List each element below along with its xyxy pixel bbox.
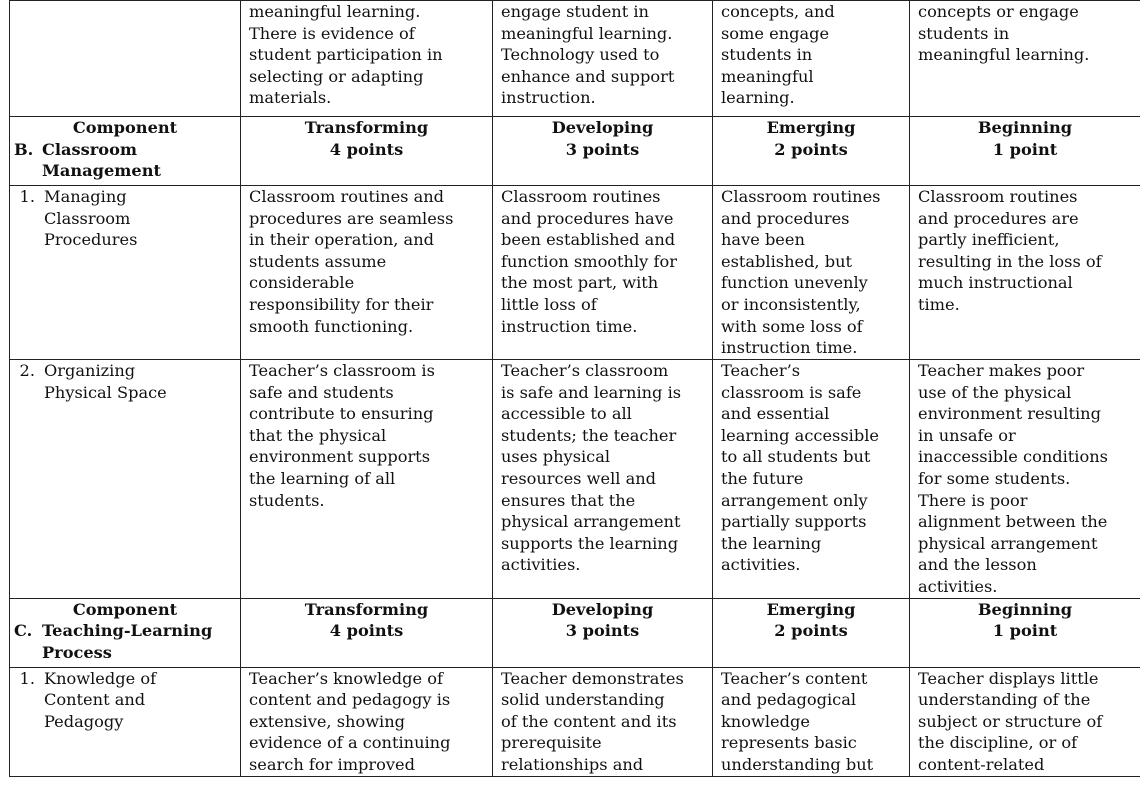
cell-text-line: environment supports	[249, 447, 430, 467]
rubric-table	[9, 0, 1140, 777]
cell-text-line: little loss of	[501, 294, 597, 314]
cell-text-line: There is evidence of	[249, 23, 415, 43]
cell-text-line: function unevenly	[721, 273, 868, 293]
criterion-row	[10, 360, 1141, 599]
cell-text-line: resources well and	[501, 468, 657, 488]
criterion-transforming-cell	[241, 186, 493, 360]
cell-text-line: meaningful	[721, 66, 814, 86]
section-header-component-cell	[10, 117, 241, 186]
cell-text-line: students.	[249, 490, 325, 510]
rubric-page	[9, 0, 1140, 778]
criterion-developing-cell	[493, 667, 713, 776]
section-header-row	[10, 117, 1141, 186]
criterion-name-line: Procedures	[44, 230, 138, 250]
cell-text-line: and procedures have	[501, 208, 674, 228]
level-header-transforming	[241, 117, 493, 186]
continued-row	[10, 1, 1141, 117]
cell-text-line: use of the physical	[918, 382, 1072, 402]
cell-text-line: of the content and its	[501, 711, 677, 731]
cell-text-line: instruction time.	[501, 316, 638, 336]
cell-text-line: students in	[918, 23, 1010, 43]
cell-text-line: Teacher’s knowledge of	[249, 668, 443, 688]
cell-text-line: Classroom routines	[721, 187, 881, 206]
continued-transforming-cell	[241, 1, 493, 117]
cell-text-line: the learning of all	[249, 468, 396, 488]
criterion-name-line: Classroom	[44, 208, 131, 228]
cell-text-line: understanding of the	[918, 690, 1091, 710]
section-title	[14, 139, 236, 182]
cell-text-line: with some loss of	[721, 316, 863, 336]
cell-text-line: meaningful learning.	[501, 23, 673, 43]
component-heading: Component	[72, 599, 178, 619]
cell-text-line: for some students.	[918, 468, 1071, 488]
level-points: 3 points	[565, 621, 640, 641]
section-letter: B.	[14, 139, 34, 159]
cell-text-line: prerequisite	[501, 733, 602, 753]
cell-text-line: classroom is safe	[721, 382, 862, 402]
cell-text-line: contribute to ensuring	[249, 404, 434, 424]
cell-text-line: There is poor	[918, 490, 1028, 510]
level-name: Emerging	[766, 599, 856, 619]
cell-text-line: been established and	[501, 230, 676, 250]
cell-text-line: alignment between the	[918, 512, 1108, 532]
level-name: Emerging	[766, 118, 856, 137]
criterion-emerging-cell	[713, 186, 910, 360]
cell-text-line: and essential	[721, 404, 830, 424]
level-header-beginning	[910, 117, 1141, 186]
continued-developing-cell	[493, 1, 713, 117]
cell-text-line: physical arrangement	[918, 533, 1098, 553]
cell-text-line: physical arrangement	[501, 512, 681, 532]
cell-text-line: and procedures are	[918, 208, 1079, 228]
cell-text-line: time.	[918, 294, 960, 314]
cell-text-line: students assume	[249, 251, 387, 271]
cell-text-line: Teacher’s content	[721, 668, 868, 688]
cell-text-line: that the physical	[249, 425, 387, 445]
criterion-developing-cell	[493, 186, 713, 360]
level-name: Beginning	[977, 118, 1073, 137]
cell-text-line: responsibility for their	[249, 294, 434, 314]
cell-text-line: enhance and support	[501, 66, 675, 86]
cell-text-line: Teacher makes poor	[918, 361, 1085, 380]
cell-text-line: in unsafe or	[918, 425, 1016, 445]
cell-text-line: considerable	[249, 273, 355, 293]
cell-text-line: activities.	[918, 576, 998, 596]
cell-text-line: and procedures	[721, 208, 850, 228]
cell-text-line: activities.	[501, 555, 581, 575]
cell-text-line: Teacher displays little	[918, 668, 1099, 688]
cell-text-line: subject or structure of	[918, 711, 1103, 731]
cell-text-line: solid understanding	[501, 690, 665, 710]
cell-text-line: safe and students	[249, 382, 394, 402]
criterion-developing-cell	[493, 360, 713, 599]
criterion-name-line: Pedagogy	[44, 711, 124, 731]
cell-text-line: selecting or adapting	[249, 66, 424, 86]
cell-text-line: resulting in the loss of	[918, 251, 1102, 271]
criterion-emerging-cell	[713, 667, 910, 776]
cell-text-line: established, but	[721, 251, 853, 271]
criterion-component-cell	[10, 186, 241, 360]
cell-text-line: learning.	[721, 88, 795, 108]
section-title-line: Process	[42, 642, 112, 662]
level-points: 4 points	[329, 621, 404, 641]
cell-text-line: Teacher’s	[721, 361, 801, 380]
section-title-line: Classroom	[42, 139, 137, 159]
level-points: 2 points	[774, 139, 848, 159]
cell-text-line: arrangement only	[721, 490, 868, 510]
cell-text-line: function smoothly for	[501, 251, 677, 271]
criterion-name-line: Physical Space	[44, 382, 167, 402]
criterion-beginning-cell	[910, 186, 1141, 360]
level-header-transforming	[241, 598, 493, 667]
level-name: Beginning	[977, 599, 1073, 619]
criterion-transforming-cell	[241, 360, 493, 599]
criterion-row	[10, 667, 1141, 776]
level-points: 2 points	[774, 621, 848, 641]
cell-text-line: understanding but	[721, 754, 874, 774]
criterion-component-cell	[10, 360, 241, 599]
section-header-component-cell	[10, 598, 241, 667]
cell-text-line: inaccessible conditions	[918, 447, 1108, 467]
criterion-number: 1.	[19, 187, 35, 206]
component-heading: Component	[72, 118, 178, 137]
cell-text-line: meaningful learning.	[918, 45, 1090, 65]
cell-text-line: uses physical	[501, 447, 611, 467]
level-name: Developing	[551, 599, 654, 619]
level-header-emerging	[713, 117, 910, 186]
cell-text-line: engage student in	[501, 2, 649, 21]
cell-text-line: accessible to all	[501, 404, 632, 424]
cell-text-line: the future	[721, 468, 804, 488]
cell-text-line: Teacher demonstrates	[501, 668, 684, 688]
cell-text-line: concepts, and	[721, 2, 835, 21]
level-name: Transforming	[304, 118, 429, 137]
criterion-beginning-cell	[910, 667, 1141, 776]
cell-text-line: meaningful learning.	[249, 2, 421, 21]
cell-text-line: the learning	[721, 533, 822, 553]
criterion-number: 2.	[19, 361, 35, 380]
cell-text-line: instruction.	[501, 88, 596, 108]
cell-text-line: Classroom routines	[501, 187, 661, 206]
cell-text-line: Classroom routines	[918, 187, 1078, 206]
continued-beginning-cell	[910, 1, 1141, 117]
criterion-row	[10, 186, 1141, 360]
level-points: 1 point	[992, 621, 1058, 641]
cell-text-line: ensures that the	[501, 490, 636, 510]
level-name: Transforming	[304, 599, 429, 619]
criterion-beginning-cell	[910, 360, 1141, 599]
cell-text-line: is safe and learning is	[501, 382, 682, 402]
cell-text-line: knowledge	[721, 711, 810, 731]
level-name: Developing	[551, 118, 654, 137]
cell-text-line: have been	[721, 230, 805, 250]
cell-text-line: activities.	[721, 555, 801, 575]
criterion-name-line: Content and	[44, 690, 146, 710]
level-header-beginning	[910, 598, 1141, 667]
cell-text-line: to all students but	[721, 447, 871, 467]
cell-text-line: some engage	[721, 23, 830, 43]
cell-text-line: Classroom routines and	[249, 187, 445, 206]
level-points: 3 points	[565, 139, 640, 159]
level-header-emerging	[713, 598, 910, 667]
level-points: 1 point	[992, 139, 1058, 159]
cell-text-line: or inconsistently,	[721, 294, 861, 314]
section-letter: C.	[14, 621, 33, 641]
continued-emerging-cell	[713, 1, 910, 117]
cell-text-line: evidence of a continuing	[249, 733, 451, 753]
cell-text-line: supports the learning	[501, 533, 679, 553]
level-header-developing	[493, 598, 713, 667]
cell-text-line: much instructional	[918, 273, 1073, 293]
cell-text-line: partly inefficient,	[918, 230, 1060, 250]
criterion-number: 1.	[19, 668, 35, 688]
cell-text-line: smooth functioning.	[249, 316, 414, 336]
cell-text-line: the most part, with	[501, 273, 659, 293]
cell-text-line: Technology used to	[501, 45, 660, 65]
cell-text-line: Teacher’s classroom is	[249, 361, 435, 380]
cell-text-line: learning accessible	[721, 425, 879, 445]
cell-text-line: content and pedagogy is	[249, 690, 451, 710]
cell-text-line: environment resulting	[918, 404, 1101, 424]
cell-text-line: content-related	[918, 754, 1045, 774]
cell-text-line: the discipline, or of	[918, 733, 1078, 753]
criterion-name-line: Managing	[44, 187, 127, 206]
level-points: 4 points	[329, 139, 404, 159]
criterion-transforming-cell	[241, 667, 493, 776]
cell-text-line: procedures are seamless	[249, 208, 454, 228]
cell-text-line: represents basic	[721, 733, 857, 753]
cell-text-line: Teacher’s classroom	[501, 361, 669, 380]
criterion-component-cell	[10, 667, 241, 776]
cell-text-line: students in	[721, 45, 813, 65]
cell-text-line: extensive, showing	[249, 711, 406, 731]
section-title	[14, 620, 236, 663]
cell-text-line: search for improved	[249, 754, 415, 774]
cell-text-line: relationships and	[501, 754, 644, 774]
level-header-developing	[493, 117, 713, 186]
component-cell-empty	[10, 1, 241, 117]
criterion-name-line: Organizing	[44, 361, 136, 380]
section-title-line: Teaching-Learning	[42, 621, 213, 641]
cell-text-line: concepts or engage	[918, 2, 1079, 21]
cell-text-line: student participation in	[249, 45, 443, 65]
cell-text-line: materials.	[249, 88, 332, 108]
criterion-name-line: Knowledge of	[44, 668, 157, 688]
cell-text-line: partially supports	[721, 512, 867, 532]
cell-text-line: and pedagogical	[721, 690, 857, 710]
criterion-emerging-cell	[713, 360, 910, 599]
section-header-row	[10, 598, 1141, 667]
section-title-line: Management	[42, 161, 161, 181]
cell-text-line: students; the teacher	[501, 425, 677, 445]
cell-text-line: and the lesson	[918, 555, 1037, 575]
cell-text-line: in their operation, and	[249, 230, 434, 250]
cell-text-line: instruction time.	[721, 338, 858, 358]
